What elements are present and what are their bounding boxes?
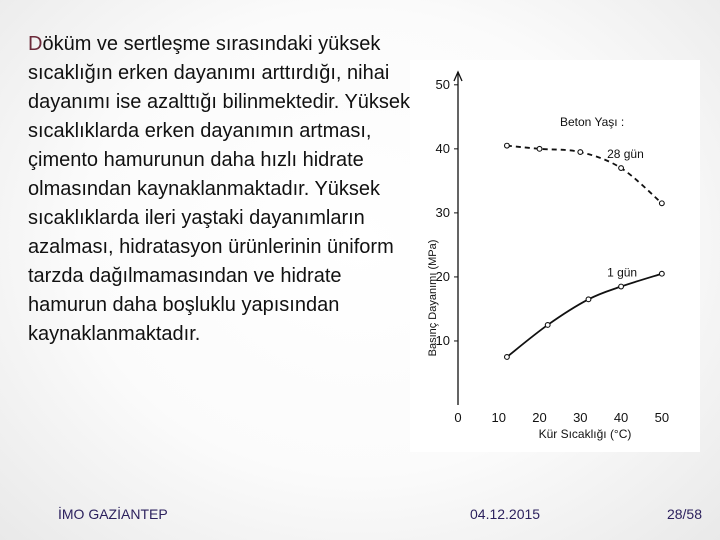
series-label-1-gün: 1 gün	[607, 265, 638, 280]
y-tick-label: 20	[435, 268, 450, 284]
data-point-28-gün	[505, 143, 510, 148]
body-text: öküm ve sertleşme sırasındaki yüksek sıcaklığın erken dayanımı arttırdığı, nihai dayanımı ise azalttığı bilinmektedir. Yüksek sıcaklıklarda erken dayanımın artması, çimento hamurunun daha hızlı hidrate olmasından kaynaklanmaktadır. Yüksek sıcaklıklarda ileri yaştaki dayanımların azalması, hidratasyon ürünlerinin üniform tarzda dağılmamasından ve hidrate hamurun daha boşluklu yapısından kaynaklanmaktadır.	[28, 33, 411, 345]
chart-axes	[454, 72, 462, 405]
y-tick-label: 40	[435, 140, 450, 156]
footer-date: 04.12.2015	[470, 506, 541, 522]
footer-page-number: 28/58	[666, 506, 702, 522]
x-tick-label: 50	[654, 410, 670, 425]
body-first-letter: D	[28, 33, 43, 55]
y-axis-label: Basınç Dayanımı (MPa)	[427, 239, 439, 357]
footer-org: İMO GAZİANTEP	[58, 506, 168, 522]
x-tick-label: 10	[491, 410, 507, 425]
y-tick-label: 10	[435, 332, 450, 348]
series-line-1-gün	[507, 274, 662, 357]
data-point-1-gün	[545, 323, 550, 328]
x-tick-label: 40	[613, 410, 629, 425]
y-tick-label: 30	[435, 204, 450, 220]
data-point-28-gün	[619, 166, 624, 171]
x-tick-label: 30	[573, 410, 588, 425]
x-tick-label: 0	[454, 410, 462, 425]
strength-temperature-chart	[410, 60, 700, 452]
data-point-28-gün	[578, 150, 583, 155]
chart-panel	[410, 60, 700, 452]
data-point-1-gün	[659, 271, 664, 276]
data-point-1-gün	[619, 284, 624, 289]
data-point-1-gün	[505, 355, 510, 360]
x-tick-label: 20	[532, 410, 547, 425]
legend-title: Beton Yaşı :	[560, 115, 625, 129]
series-label-28-gün: 28 gün	[607, 147, 644, 162]
slide-body-text	[28, 30, 418, 349]
x-axis-label: Kür Sıcaklığı (°C)	[538, 427, 632, 441]
y-tick-label: 50	[435, 76, 450, 92]
data-point-28-gün	[659, 201, 664, 206]
data-point-28-gün	[537, 146, 542, 151]
data-point-1-gün	[586, 297, 591, 302]
